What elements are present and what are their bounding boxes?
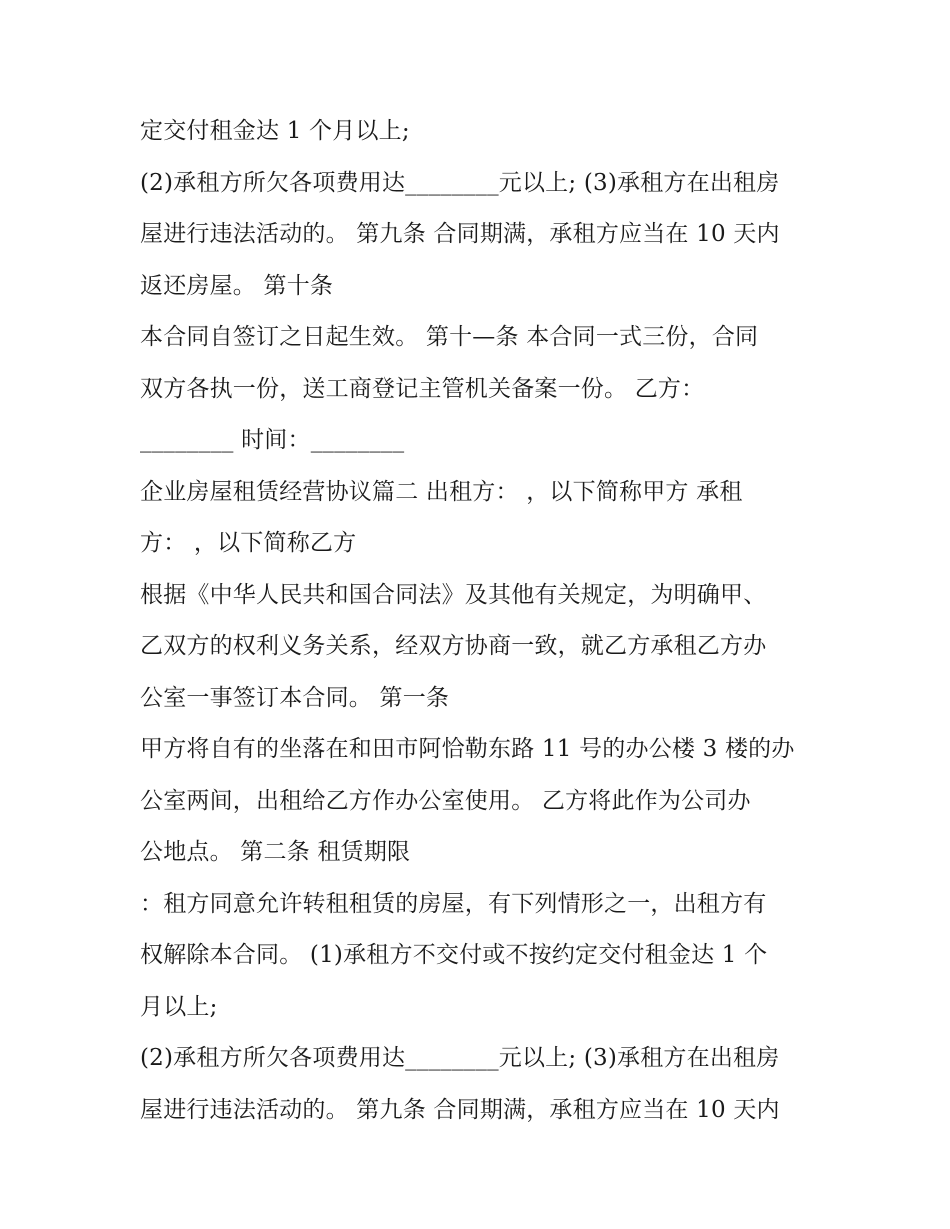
text-line: (2)承租方所欠各项费用达________元以上; (3)承租方在出租房 [140,1045,780,1071]
text-line: ________ 时间：________ [140,427,405,453]
text-line: 月以上; [140,993,218,1020]
text-line: 权解除本合同。 (1)承租方不交付或不按约定交付租金达 1 个 [140,942,768,968]
document-body [140,106,820,1136]
text-line: 公室一事签订本合同。 第一条 [140,684,450,711]
text-line: 乙双方的权利义务关系，经双方协商一致，就乙方承租乙方办 [140,633,767,659]
text-line: 企业房屋租赁经营协议篇二 出租方： ，以下简称甲方 承租 [140,478,743,505]
text-line: 屋进行违法活动的。 第九条 合同期满，承租方应当在 10 天内 [140,1096,780,1123]
text-line: 方： ，以下简称乙方 [140,530,357,556]
text-line: 定交付租金达 1 个月以上; [140,118,410,144]
text-line: (2)承租方所欠各项费用达________元以上; (3)承租方在出租房 [140,169,780,196]
text-line: 甲方将自有的坐落在和田市阿恰勒东路 11 号的办公楼 3 楼的办 [140,736,795,762]
text-line: 屋进行违法活动的。 第九条 合同期满，承租方应当在 10 天内 [140,221,780,247]
text-line: ：租方同意允许转租租赁的房屋，有下列情形之一，出租方有 [140,890,767,917]
text-line: 公室两间，出租给乙方作办公室使用。 乙方将此作为公司办 [140,787,751,814]
text-line: 根据《中华人民共和国合同法》及其他有关规定，为明确甲、 [140,581,767,608]
text-line: 公地点。 第二条 租赁期限 [140,839,411,865]
text-line: 本合同自签订之日起生效。 第十—条 本合同一式三份，合同 [140,324,759,350]
text-line: 双方各执一份，送工商登记主管机关备案一份。 乙方： [140,375,705,402]
text-line: 返还房屋。 第十条 [140,272,334,299]
